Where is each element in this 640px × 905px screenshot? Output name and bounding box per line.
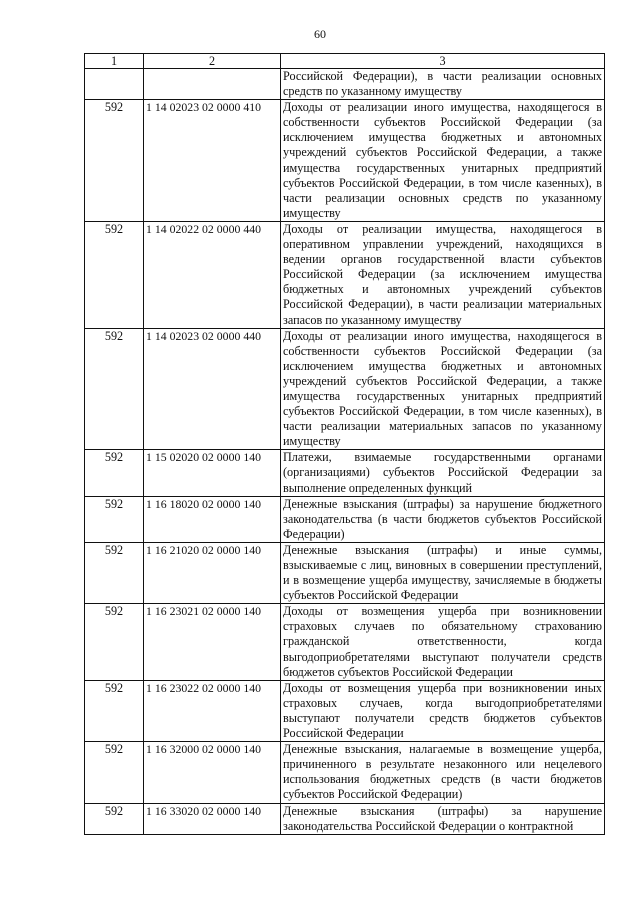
row-budget-code: 1 16 18020 02 0000 140 [144, 496, 281, 542]
row-budget-code: 1 16 33020 02 0000 140 [144, 803, 281, 834]
row-description: Доходы от возмещения ущерба при возникновении страховых случаев по обязательному страхованию гражданской ответственности, когда выгодоприобретателями выступают получатели средств бюджетов субъектов Российской Федерации [281, 604, 605, 680]
row-description: Денежные взыскания (штрафы) и иные суммы, взыскиваемые с лиц, виновных в совершении преступлений, и в возмещение ущерба имуществу, зачисляемые в бюджеты субъектов Российской Федерации [281, 542, 605, 603]
table-row [85, 680, 605, 741]
row-budget-code: 1 14 02022 02 0000 440 [144, 221, 281, 328]
table-row [85, 496, 605, 542]
row-description: Доходы от возмещения ущерба при возникновении иных страховых случаев, когда выгодоприобретателями выступают получатели средств бюджетов субъектов Российской Федерации [281, 680, 605, 741]
continuation-num-cell [85, 69, 144, 100]
page-number: 60 [314, 27, 326, 41]
row-budget-code: 1 14 02023 02 0000 410 [144, 100, 281, 222]
row-budget-code: 1 16 23022 02 0000 140 [144, 680, 281, 741]
table-header-row [85, 54, 605, 69]
row-description: Доходы от реализации иного имущества, находящегося в собственности субъектов Российской Федерации (за исключением имущества бюджетных и автономных учреждений субъектов Российской Федерации, а также имущества государственных унитарных предприятий субъектов Российской Федерации, в том числе казенных), в части реализации материальных запасов по указанному имуществу [281, 328, 605, 450]
row-admin-code: 592 [85, 803, 144, 834]
table-row [85, 100, 605, 222]
row-admin-code: 592 [85, 328, 144, 450]
continuation-text: Российской Федерации), в части реализации основных средств по указанному имуществу [281, 69, 605, 100]
row-admin-code: 592 [85, 604, 144, 680]
row-budget-code: 1 15 02020 02 0000 140 [144, 450, 281, 496]
row-description: Платежи, взимаемые государственными органами (организациями) субъектов Российской Федерации за выполнение определенных функций [281, 450, 605, 496]
table-row [85, 328, 605, 450]
table-row [85, 742, 605, 803]
table-row [85, 803, 605, 834]
continuation-code-cell [144, 69, 281, 100]
row-description: Денежные взыскания (штрафы) за нарушение бюджетного законодательства (в части бюджетов субъектов Российской Федерации) [281, 496, 605, 542]
budget-codes-table [84, 53, 605, 835]
column-header-1: 1 [85, 54, 144, 69]
row-admin-code: 592 [85, 450, 144, 496]
row-admin-code: 592 [85, 221, 144, 328]
row-budget-code: 1 16 23021 02 0000 140 [144, 604, 281, 680]
row-admin-code: 592 [85, 742, 144, 803]
column-header-2: 2 [144, 54, 281, 69]
table-row [85, 221, 605, 328]
row-admin-code: 592 [85, 680, 144, 741]
row-budget-code: 1 14 02023 02 0000 440 [144, 328, 281, 450]
row-description: Доходы от реализации иного имущества, находящегося в собственности субъектов Российской Федерации (за исключением имущества бюджетных и автономных учреждений субъектов Российской Федерации, а также имущества государственных унитарных предприятий субъектов Российской Федерации, в том числе казенных), в части реализации основных средств по указанному имуществу [281, 100, 605, 222]
row-admin-code: 592 [85, 100, 144, 222]
row-admin-code: 592 [85, 542, 144, 603]
column-header-3: 3 [281, 54, 605, 69]
table-row [85, 450, 605, 496]
row-budget-code: 1 16 21020 02 0000 140 [144, 542, 281, 603]
table-row [85, 542, 605, 603]
row-budget-code: 1 16 32000 02 0000 140 [144, 742, 281, 803]
table-row [85, 604, 605, 680]
row-description: Денежные взыскания, налагаемые в возмещение ущерба, причиненного в результате незаконного или нецелевого использования бюджетных средств (в части бюджетов субъектов Российской Федерации) [281, 742, 605, 803]
row-admin-code: 592 [85, 496, 144, 542]
continuation-row [85, 69, 605, 100]
row-description: Денежные взыскания (штрафы) за нарушение законодательства Российской Федерации о контрактной [281, 803, 605, 834]
row-description: Доходы от реализации имущества, находящегося в оперативном управлении учреждений, находящихся в ведении органов государственной власти субъектов Российской Федерации (за исключением имущества бюджетных и автономных учреждений субъектов Российской Федерации), в части реализации материальных запасов по указанному имуществу [281, 221, 605, 328]
